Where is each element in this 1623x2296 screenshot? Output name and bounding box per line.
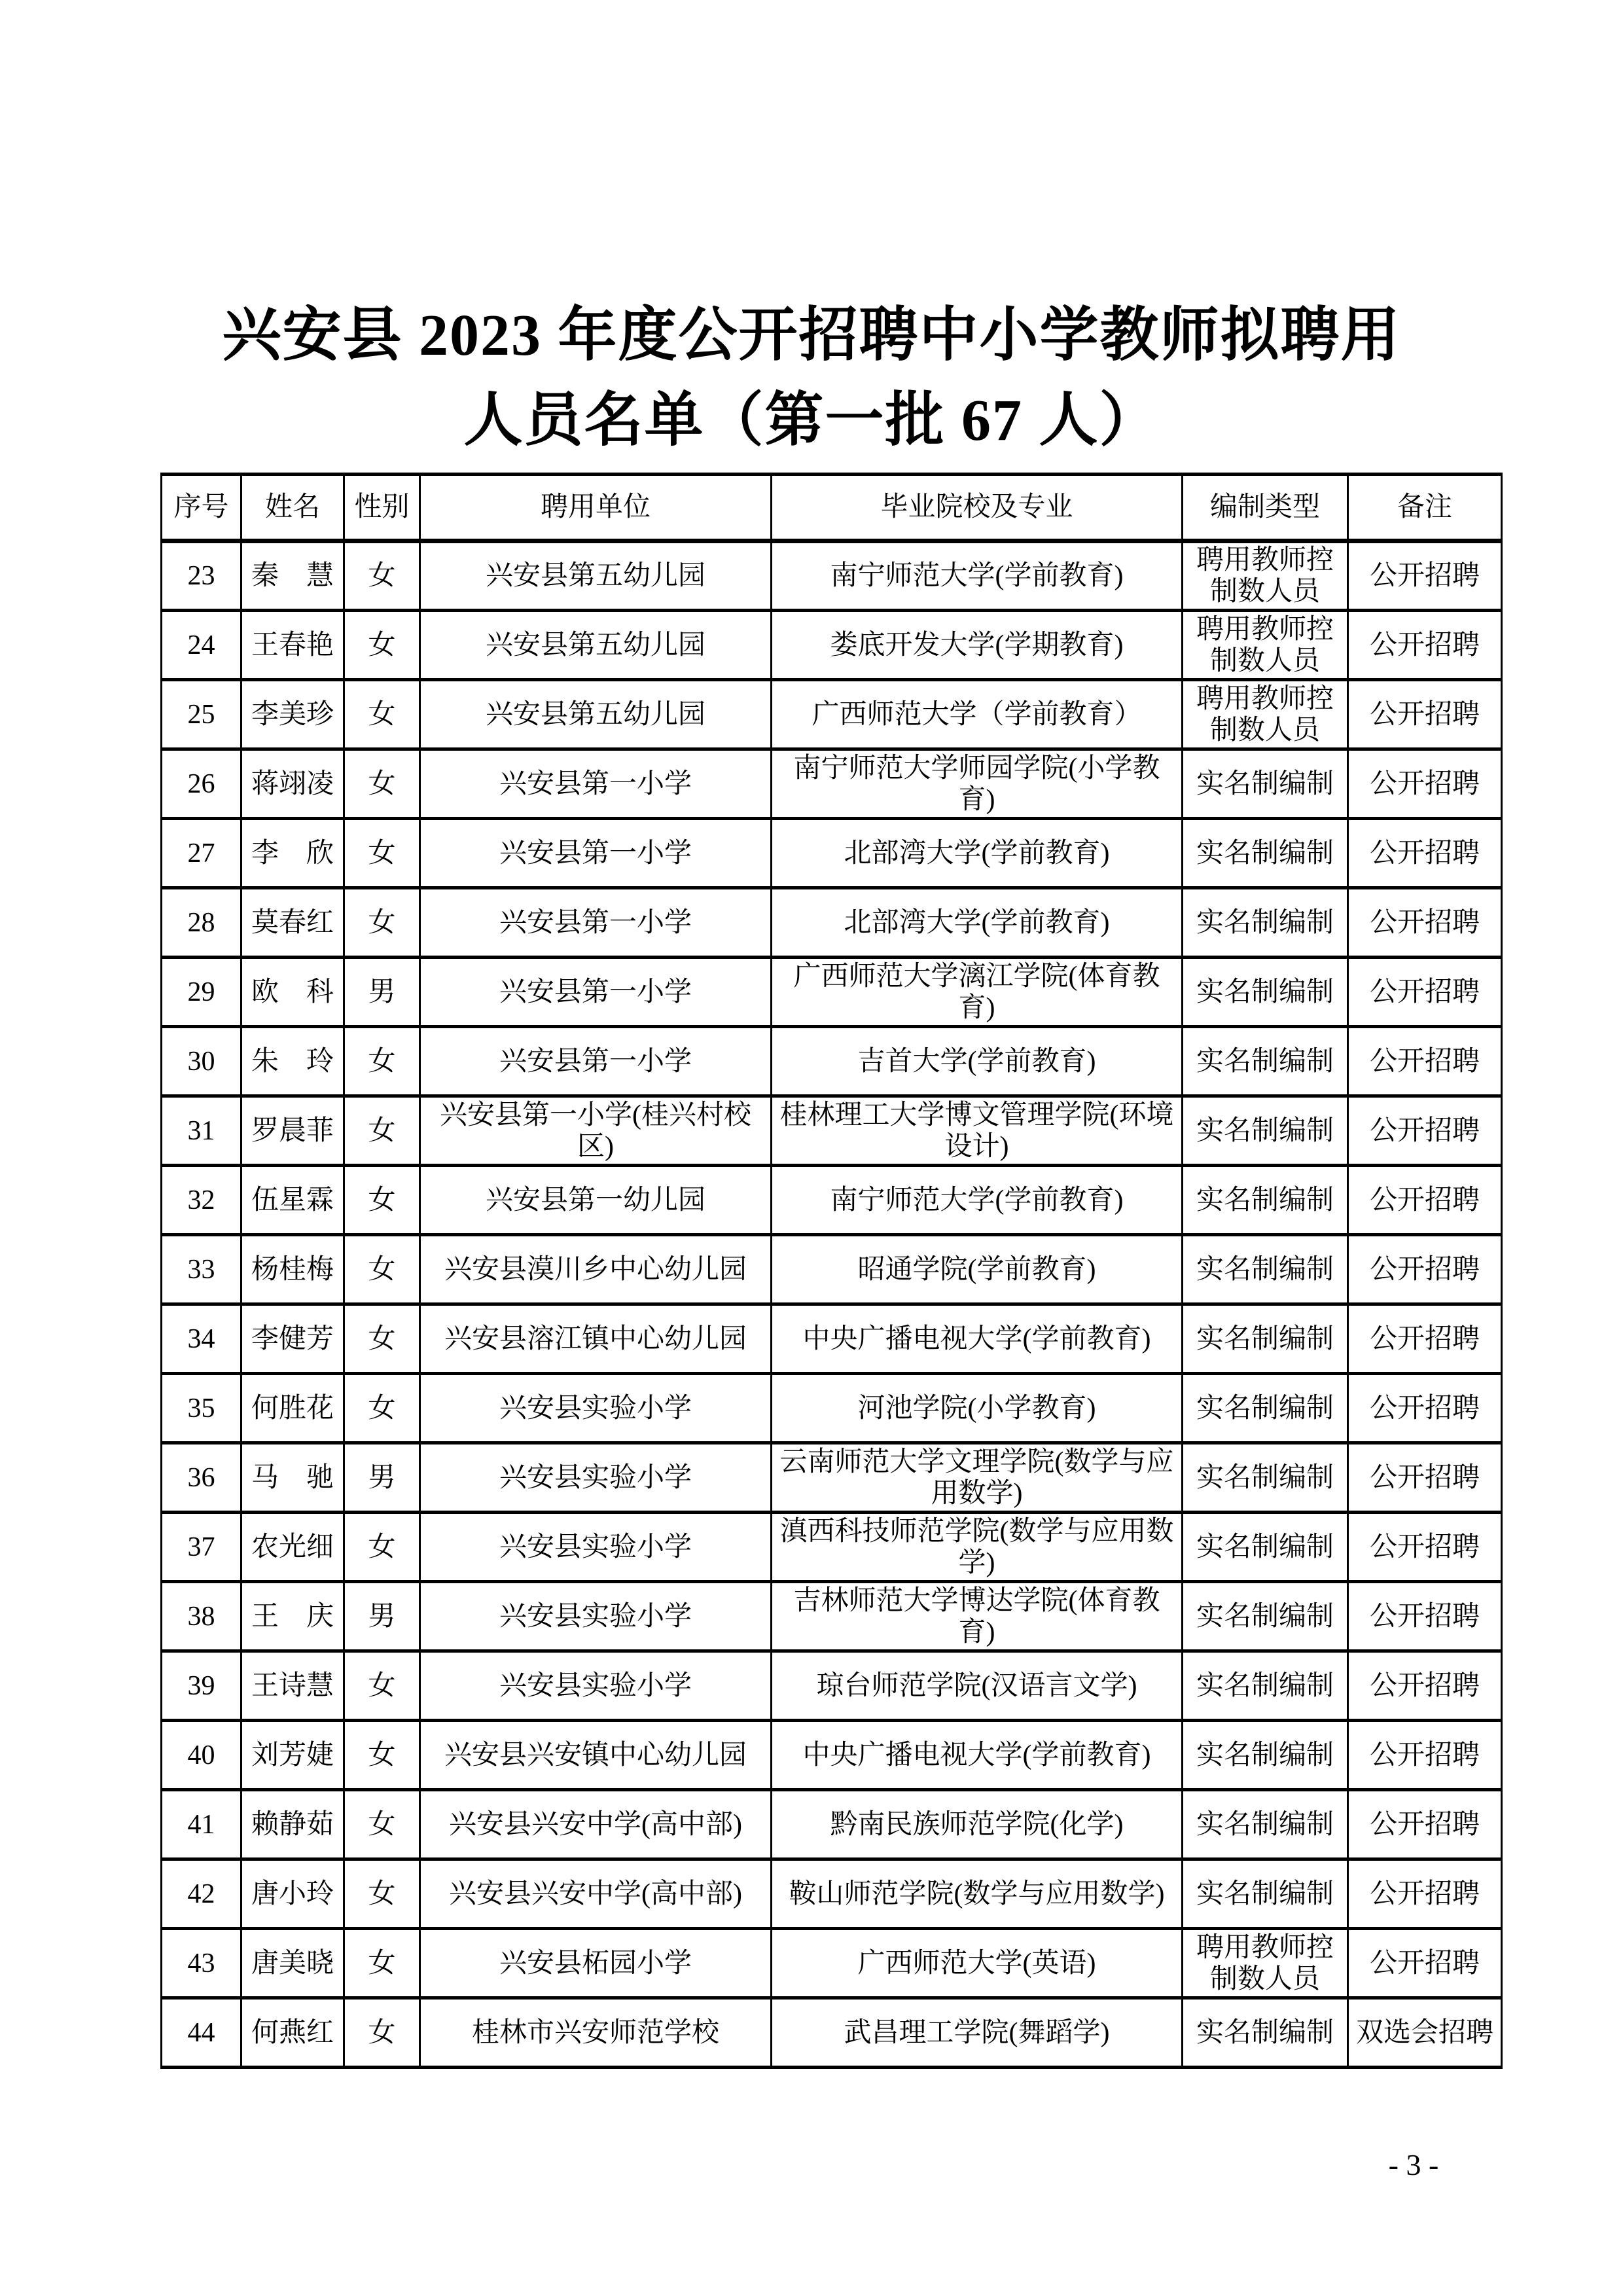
table-cell: 实名制编制 xyxy=(1183,1304,1348,1374)
column-header: 姓名 xyxy=(241,475,344,541)
column-header: 备注 xyxy=(1348,475,1502,541)
table-cell: 实名制编制 xyxy=(1183,1582,1348,1651)
column-header: 毕业院校及专业 xyxy=(772,475,1183,541)
table-cell: 38 xyxy=(162,1582,241,1651)
table-cell: 兴安县第一小学 xyxy=(420,1027,772,1096)
table-cell: 男 xyxy=(344,1582,420,1651)
table-cell: 女 xyxy=(344,1027,420,1096)
table-cell: 女 xyxy=(344,819,420,888)
column-header: 编制类型 xyxy=(1183,475,1348,541)
table-cell: 公开招聘 xyxy=(1348,1096,1502,1166)
table-cell: 女 xyxy=(344,1790,420,1859)
table-cell: 鞍山师范学院(数学与应用数学) xyxy=(772,1859,1183,1929)
table-cell: 33 xyxy=(162,1235,241,1304)
table-row xyxy=(162,888,1502,958)
table-cell: 实名制编制 xyxy=(1183,1374,1348,1443)
table-cell: 广西师范大学漓江学院(体育教育) xyxy=(772,958,1183,1027)
table-cell: 莫春红 xyxy=(241,888,344,958)
table-cell: 实名制编制 xyxy=(1183,819,1348,888)
table-cell: 公开招聘 xyxy=(1348,1235,1502,1304)
table-cell: 30 xyxy=(162,1027,241,1096)
table-cell: 39 xyxy=(162,1651,241,1721)
document-title xyxy=(0,293,1623,463)
table-cell: 实名制编制 xyxy=(1183,749,1348,819)
table-cell: 实名制编制 xyxy=(1183,1513,1348,1582)
table-cell: 马 驰 xyxy=(241,1443,344,1513)
table-cell: 农光细 xyxy=(241,1513,344,1582)
table-body xyxy=(162,541,1502,2068)
table-cell: 女 xyxy=(344,1859,420,1929)
table-cell: 实名制编制 xyxy=(1183,1235,1348,1304)
table-cell: 公开招聘 xyxy=(1348,958,1502,1027)
table-cell: 广西师范大学(英语) xyxy=(772,1929,1183,1998)
table-cell: 兴安县第一小学 xyxy=(420,958,772,1027)
table-cell: 公开招聘 xyxy=(1348,1582,1502,1651)
table-cell: 实名制编制 xyxy=(1183,1721,1348,1790)
table-cell: 广西师范大学（学前教育） xyxy=(772,680,1183,749)
table-cell: 公开招聘 xyxy=(1348,888,1502,958)
table-cell: 女 xyxy=(344,749,420,819)
table-header-row xyxy=(162,475,1502,541)
table-cell: 36 xyxy=(162,1443,241,1513)
table-cell: 中央广播电视大学(学前教育) xyxy=(772,1721,1183,1790)
table-cell: 南宁师范大学师园学院(小学教育) xyxy=(772,749,1183,819)
table-row xyxy=(162,611,1502,680)
table-cell: 女 xyxy=(344,1513,420,1582)
table-cell: 实名制编制 xyxy=(1183,958,1348,1027)
table-row xyxy=(162,1929,1502,1998)
table-cell: 实名制编制 xyxy=(1183,1096,1348,1166)
table-cell: 兴安县第一小学 xyxy=(420,888,772,958)
table-cell: 女 xyxy=(344,1721,420,1790)
table-cell: 女 xyxy=(344,541,420,611)
table-cell: 兴安县第一小学(桂兴村校区) xyxy=(420,1096,772,1166)
table-cell: 实名制编制 xyxy=(1183,1166,1348,1235)
table-cell: 兴安县实验小学 xyxy=(420,1582,772,1651)
table-cell: 李 欣 xyxy=(241,819,344,888)
table-cell: 云南师范大学文理学院(数学与应用数学) xyxy=(772,1443,1183,1513)
table-cell: 37 xyxy=(162,1513,241,1582)
table-cell: 女 xyxy=(344,1235,420,1304)
table-row xyxy=(162,1096,1502,1166)
table-cell: 女 xyxy=(344,1374,420,1443)
table-cell: 实名制编制 xyxy=(1183,1651,1348,1721)
table-cell: 聘用教师控制数人员 xyxy=(1183,541,1348,611)
table-cell: 男 xyxy=(344,958,420,1027)
table-cell: 44 xyxy=(162,1998,241,2068)
table-cell: 北部湾大学(学前教育) xyxy=(772,888,1183,958)
table-cell: 赖静茹 xyxy=(241,1790,344,1859)
table-cell: 娄底开发大学(学期教育) xyxy=(772,611,1183,680)
table-row xyxy=(162,819,1502,888)
table-cell: 朱 玲 xyxy=(241,1027,344,1096)
table-cell: 公开招聘 xyxy=(1348,819,1502,888)
table-cell: 聘用教师控制数人员 xyxy=(1183,680,1348,749)
table-cell: 公开招聘 xyxy=(1348,1721,1502,1790)
table-cell: 南宁师范大学(学前教育) xyxy=(772,541,1183,611)
table-cell: 琼台师范学院(汉语言文学) xyxy=(772,1651,1183,1721)
table-cell: 桂林理工大学博文管理学院(环境设计) xyxy=(772,1096,1183,1166)
table-cell: 兴安县兴安镇中心幼儿园 xyxy=(420,1721,772,1790)
table-cell: 王春艳 xyxy=(241,611,344,680)
table-cell: 双选会招聘 xyxy=(1348,1998,1502,2068)
table-cell: 28 xyxy=(162,888,241,958)
column-header: 聘用单位 xyxy=(420,475,772,541)
table-cell: 兴安县实验小学 xyxy=(420,1374,772,1443)
table-cell: 23 xyxy=(162,541,241,611)
table-cell: 滇西科技师范学院(数学与应用数学) xyxy=(772,1513,1183,1582)
table-cell: 32 xyxy=(162,1166,241,1235)
table-cell: 聘用教师控制数人员 xyxy=(1183,1929,1348,1998)
table-cell: 兴安县兴安中学(高中部) xyxy=(420,1790,772,1859)
table-row xyxy=(162,1790,1502,1859)
table-cell: 女 xyxy=(344,1166,420,1235)
title-line-1: 兴安县 2023 年度公开招聘中小学教师拟聘用 xyxy=(222,303,1401,368)
table-cell: 桂林市兴安师范学校 xyxy=(420,1998,772,2068)
table-cell: 中央广播电视大学(学前教育) xyxy=(772,1304,1183,1374)
table-cell: 31 xyxy=(162,1096,241,1166)
table-cell: 北部湾大学(学前教育) xyxy=(772,819,1183,888)
table-cell: 29 xyxy=(162,958,241,1027)
table-cell: 欧 科 xyxy=(241,958,344,1027)
table-cell: 唐美晓 xyxy=(241,1929,344,1998)
table-cell: 27 xyxy=(162,819,241,888)
table-row xyxy=(162,1721,1502,1790)
table-cell: 女 xyxy=(344,1096,420,1166)
table-row xyxy=(162,1027,1502,1096)
title-line-2: 人员名单（第一批 67 人） xyxy=(463,388,1160,453)
table-cell: 实名制编制 xyxy=(1183,888,1348,958)
table-cell: 公开招聘 xyxy=(1348,680,1502,749)
table-cell: 25 xyxy=(162,680,241,749)
table-cell: 吉首大学(学前教育) xyxy=(772,1027,1183,1096)
table-cell: 何胜花 xyxy=(241,1374,344,1443)
table-row xyxy=(162,1374,1502,1443)
table-cell: 吉林师范大学博达学院(体育教育) xyxy=(772,1582,1183,1651)
table-cell: 王 庆 xyxy=(241,1582,344,1651)
table-cell: 兴安县溶江镇中心幼儿园 xyxy=(420,1304,772,1374)
table-cell: 34 xyxy=(162,1304,241,1374)
table-row xyxy=(162,680,1502,749)
table-cell: 公开招聘 xyxy=(1348,749,1502,819)
table-cell: 兴安县第一幼儿园 xyxy=(420,1166,772,1235)
table-cell: 41 xyxy=(162,1790,241,1859)
table-cell: 伍星霖 xyxy=(241,1166,344,1235)
table-cell: 兴安县漠川乡中心幼儿园 xyxy=(420,1235,772,1304)
page-number: - 3 - xyxy=(1388,2148,1439,2181)
table-cell: 公开招聘 xyxy=(1348,1929,1502,1998)
column-header: 序号 xyxy=(162,475,241,541)
table-cell: 兴安县第一小学 xyxy=(420,749,772,819)
table-cell: 罗晨菲 xyxy=(241,1096,344,1166)
table-cell: 公开招聘 xyxy=(1348,1166,1502,1235)
table-cell: 24 xyxy=(162,611,241,680)
table-cell: 26 xyxy=(162,749,241,819)
table-cell: 兴安县实验小学 xyxy=(420,1651,772,1721)
table-cell: 武昌理工学院(舞蹈学) xyxy=(772,1998,1183,2068)
table-cell: 男 xyxy=(344,1443,420,1513)
table-cell: 刘芳婕 xyxy=(241,1721,344,1790)
table-row xyxy=(162,1235,1502,1304)
table-cell: 公开招聘 xyxy=(1348,1790,1502,1859)
table-cell: 公开招聘 xyxy=(1348,1859,1502,1929)
table-row xyxy=(162,1443,1502,1513)
table-cell: 公开招聘 xyxy=(1348,611,1502,680)
table-cell: 实名制编制 xyxy=(1183,1443,1348,1513)
table-cell: 杨桂梅 xyxy=(241,1235,344,1304)
table-row xyxy=(162,1513,1502,1582)
hire-roster-table xyxy=(160,473,1503,2069)
table-row xyxy=(162,1582,1502,1651)
table-cell: 李美珍 xyxy=(241,680,344,749)
table-cell: 女 xyxy=(344,680,420,749)
table-row xyxy=(162,749,1502,819)
table-cell: 聘用教师控制数人员 xyxy=(1183,611,1348,680)
table-cell: 兴安县柘园小学 xyxy=(420,1929,772,1998)
table-cell: 女 xyxy=(344,611,420,680)
table-cell: 李健芳 xyxy=(241,1304,344,1374)
table-cell: 女 xyxy=(344,1651,420,1721)
table-cell: 黔南民族师范学院(化学) xyxy=(772,1790,1183,1859)
table-cell: 河池学院(小学教育) xyxy=(772,1374,1183,1443)
table-cell: 兴安县第五幼儿园 xyxy=(420,680,772,749)
table-cell: 南宁师范大学(学前教育) xyxy=(772,1166,1183,1235)
table-cell: 公开招聘 xyxy=(1348,1027,1502,1096)
table-row xyxy=(162,1166,1502,1235)
table-cell: 王诗慧 xyxy=(241,1651,344,1721)
table-row xyxy=(162,541,1502,611)
table-row xyxy=(162,1651,1502,1721)
table-row xyxy=(162,1998,1502,2068)
table-cell: 兴安县实验小学 xyxy=(420,1513,772,1582)
table-row xyxy=(162,1859,1502,1929)
table-cell: 40 xyxy=(162,1721,241,1790)
table-cell: 公开招聘 xyxy=(1348,541,1502,611)
table-cell: 女 xyxy=(344,888,420,958)
table-cell: 女 xyxy=(344,1998,420,2068)
table-cell: 35 xyxy=(162,1374,241,1443)
table-row xyxy=(162,1304,1502,1374)
table-cell: 43 xyxy=(162,1929,241,1998)
table-cell: 何燕红 xyxy=(241,1998,344,2068)
table-cell: 兴安县第五幼儿园 xyxy=(420,541,772,611)
table-cell: 公开招聘 xyxy=(1348,1443,1502,1513)
table-cell: 秦 慧 xyxy=(241,541,344,611)
table-cell: 兴安县第一小学 xyxy=(420,819,772,888)
table-cell: 蒋翊凌 xyxy=(241,749,344,819)
table-cell: 公开招聘 xyxy=(1348,1304,1502,1374)
table-cell: 唐小玲 xyxy=(241,1859,344,1929)
column-header: 性别 xyxy=(344,475,420,541)
table-cell: 昭通学院(学前教育) xyxy=(772,1235,1183,1304)
table-cell: 公开招聘 xyxy=(1348,1513,1502,1582)
table-cell: 实名制编制 xyxy=(1183,1790,1348,1859)
table-cell: 兴安县第五幼儿园 xyxy=(420,611,772,680)
table-cell: 女 xyxy=(344,1929,420,1998)
table-cell: 42 xyxy=(162,1859,241,1929)
table-row xyxy=(162,958,1502,1027)
table-cell: 公开招聘 xyxy=(1348,1374,1502,1443)
table-cell: 兴安县兴安中学(高中部) xyxy=(420,1859,772,1929)
table-cell: 兴安县实验小学 xyxy=(420,1443,772,1513)
table-cell: 实名制编制 xyxy=(1183,1027,1348,1096)
table-cell: 实名制编制 xyxy=(1183,1998,1348,2068)
table-cell: 女 xyxy=(344,1304,420,1374)
table-cell: 公开招聘 xyxy=(1348,1651,1502,1721)
table-cell: 实名制编制 xyxy=(1183,1859,1348,1929)
